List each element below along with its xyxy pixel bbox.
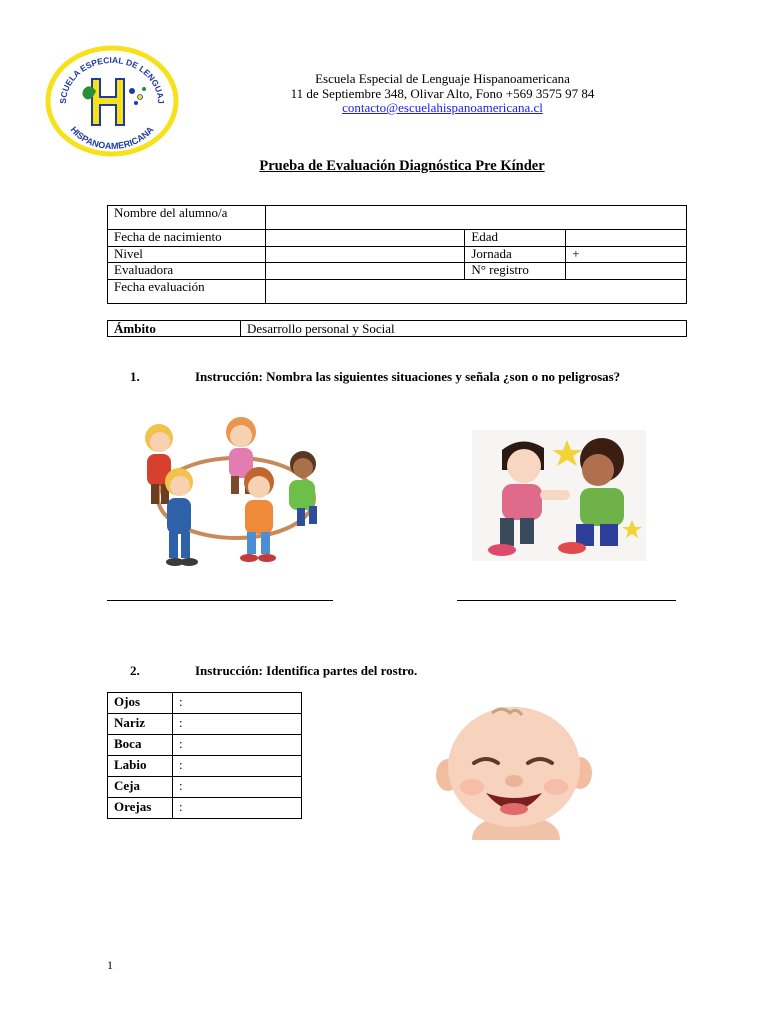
field-edad[interactable] (566, 230, 687, 247)
table-row (108, 693, 302, 714)
table-row (108, 756, 302, 777)
field-registro[interactable] (566, 263, 687, 280)
baby-face-image (432, 705, 600, 840)
field-nombre[interactable] (265, 206, 686, 230)
school-name: Escuela Especial de Lenguaje Hispanoamericana (315, 71, 570, 86)
instruction-number: 2. (130, 663, 140, 678)
table-row (108, 735, 302, 756)
face-part-label: Ojos (108, 693, 173, 714)
label-registro: N° registro (465, 263, 566, 280)
face-part-label: Labio (108, 756, 173, 777)
face-part-answer[interactable]: : (173, 756, 302, 777)
label-jornada: Jornada (465, 247, 566, 263)
field-fecha-evaluacion[interactable] (265, 280, 686, 304)
school-header (205, 72, 680, 116)
label-fecha-evaluacion: Fecha evaluación (108, 280, 266, 304)
face-part-answer[interactable]: : (173, 777, 302, 798)
document-title: Prueba de Evaluación Diagnóstica Pre Kínder (259, 158, 545, 174)
field-fecha-nacimiento[interactable] (265, 230, 465, 247)
instruction-text: Instrucción: Nombra las siguientes situaciones y señala ¿son o no peligrosas? (195, 369, 621, 384)
school-logo (44, 45, 179, 157)
ambito-table (107, 320, 687, 337)
label-fecha-nacimiento: Fecha de nacimiento (108, 230, 266, 247)
ambito-value: Desarrollo personal y Social (241, 321, 687, 337)
school-email-link[interactable]: contacto@escuelahispanoamericana.cl (342, 100, 543, 115)
face-part-label: Nariz (108, 714, 173, 735)
label-nombre: Nombre del alumno/a (108, 206, 266, 230)
face-parts-table (107, 692, 302, 819)
svg-text:ESCUELA ESPECIAL DE LENGUAJE: SCUELA ESPECIAL DE LENGUAJ (57, 54, 167, 104)
face-part-answer[interactable]: : (173, 798, 302, 819)
field-evaluadora[interactable] (265, 263, 465, 280)
face-part-answer[interactable]: : (173, 735, 302, 756)
ambito-label: Ámbito (108, 321, 241, 337)
label-edad: Edad (465, 230, 566, 247)
children-fighting-image (472, 430, 646, 561)
children-playing-image (133, 408, 339, 571)
label-nivel: Nivel (108, 247, 266, 263)
field-nivel[interactable] (265, 247, 465, 263)
instruction-number: 1. (130, 369, 140, 384)
field-jornada[interactable]: + (566, 247, 687, 263)
instruction-1 (130, 369, 690, 385)
page-number: 1 (107, 958, 113, 972)
student-info-table (107, 205, 687, 304)
school-address: 11 de Septiembre 348, Olivar Alto, Fono +569 3575 97 84 (290, 85, 595, 101)
face-part-label: Ceja (108, 777, 173, 798)
table-row (108, 714, 302, 735)
svg-text:HISPANOAMERICANA: HISPANOAMERICANA (68, 124, 156, 152)
face-part-answer[interactable]: : (173, 714, 302, 735)
instruction-text: Instrucción: Identifica partes del rostro. (195, 663, 418, 678)
face-part-answer[interactable]: : (173, 693, 302, 714)
answer-line-2[interactable] (457, 600, 676, 601)
table-row (108, 777, 302, 798)
answer-line-1[interactable] (107, 600, 333, 601)
label-evaluadora: Evaluadora (108, 263, 266, 280)
instruction-2 (130, 663, 690, 679)
face-part-label: Orejas (108, 798, 173, 819)
face-part-label: Boca (108, 735, 173, 756)
table-row (108, 798, 302, 819)
